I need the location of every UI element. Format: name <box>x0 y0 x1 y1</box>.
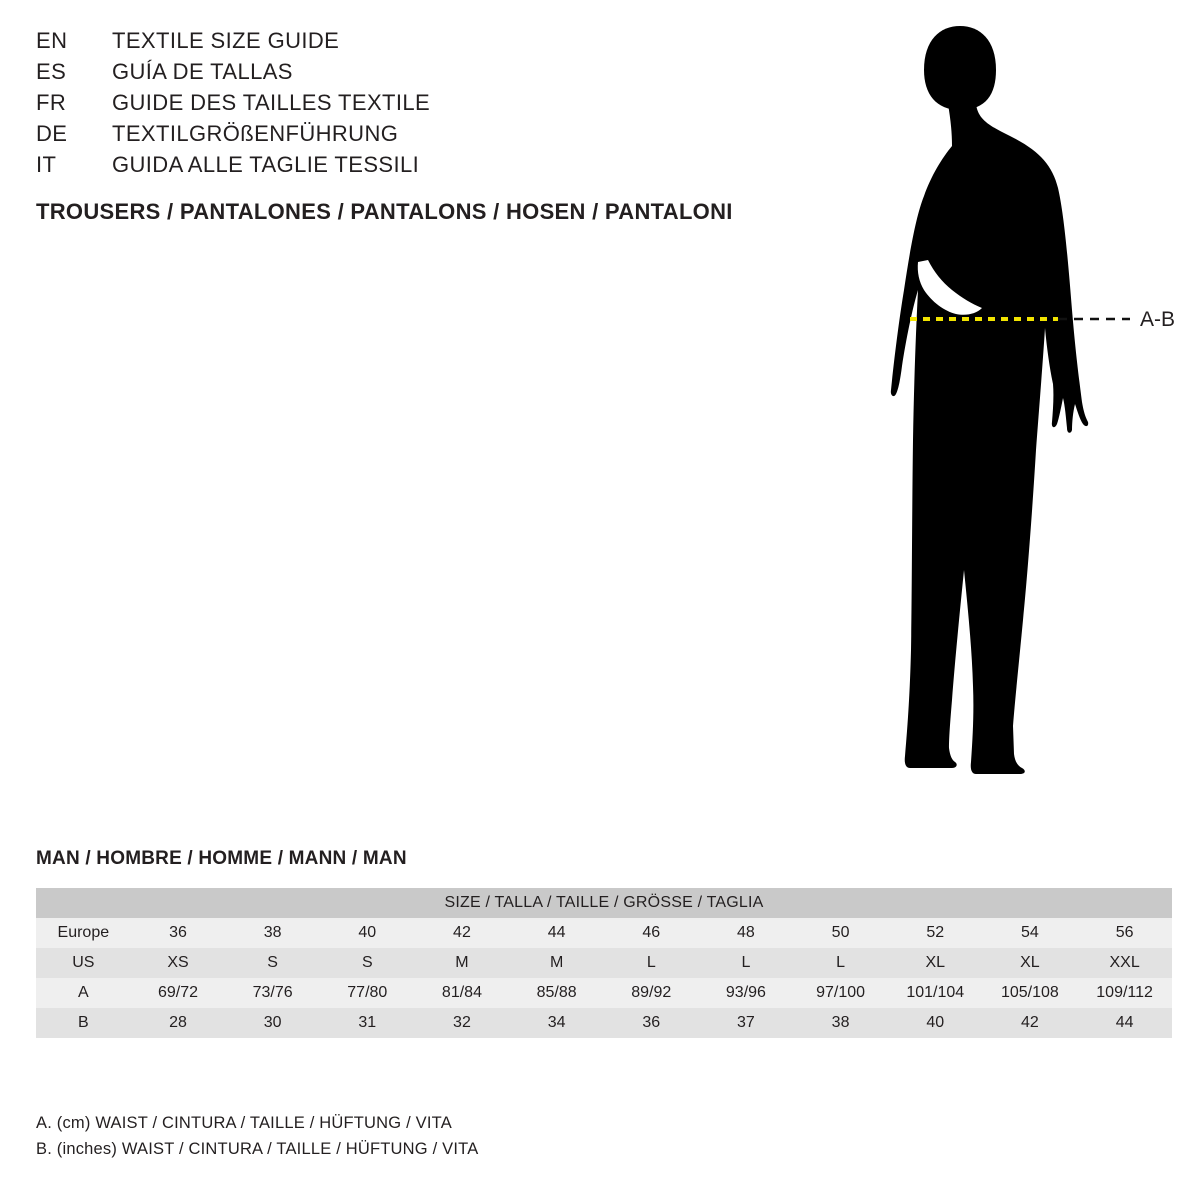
table-cell: 52 <box>926 924 945 941</box>
table-cell: 101/104 <box>906 984 965 1001</box>
table-cell: 93/96 <box>725 984 766 1001</box>
table-cell: 85/88 <box>536 984 577 1001</box>
table-cell: 89/92 <box>631 984 672 1001</box>
table-cell: 69/72 <box>157 984 198 1001</box>
language-title: TEXTILE SIZE GUIDE <box>112 28 340 53</box>
table-cell: 30 <box>263 1014 282 1031</box>
table-cell: 34 <box>547 1014 566 1031</box>
table-cell: 40 <box>358 924 377 941</box>
language-row <box>36 28 816 59</box>
table-row <box>36 948 1172 978</box>
size-table-block <box>36 848 1172 1038</box>
language-code: FR <box>36 90 67 115</box>
size-table <box>36 888 1172 1038</box>
language-title: GUIDE DES TAILLES TEXTILE <box>112 90 431 115</box>
table-cell: 36 <box>169 924 187 941</box>
table-cell: 54 <box>1020 924 1039 941</box>
table-cell: 38 <box>831 1014 850 1031</box>
table-cell: XL <box>925 954 946 971</box>
table-cell: 81/84 <box>441 984 482 1001</box>
table-cell: 36 <box>642 1014 661 1031</box>
table-cell: 31 <box>358 1014 377 1031</box>
row-label: A <box>77 984 89 1001</box>
table-cell: 28 <box>169 1014 187 1031</box>
row-label: B <box>77 1014 89 1031</box>
language-row <box>36 121 816 152</box>
language-code: EN <box>36 28 68 53</box>
table-row <box>36 1008 1172 1038</box>
language-header <box>36 28 816 225</box>
table-cell: 73/76 <box>252 984 293 1001</box>
row-label: Europe <box>57 924 110 941</box>
table-cell: 42 <box>1020 1014 1039 1031</box>
table-cell: S <box>361 954 373 971</box>
table-cell: 38 <box>263 924 282 941</box>
table-cell: M <box>549 954 564 971</box>
table-cell: 50 <box>831 924 850 941</box>
table-cell: 37 <box>737 1014 755 1031</box>
language-code: IT <box>36 152 57 177</box>
table-row <box>36 978 1172 1008</box>
table-cell: 46 <box>642 924 661 941</box>
table-cell: 109/112 <box>1096 984 1153 1001</box>
language-title: GUIDA ALLE TAGLIE TESSILI <box>112 152 420 177</box>
garment-type-title: TROUSERS / PANTALONES / PANTALONS / HOSEN / PANTALONI <box>36 199 733 224</box>
table-cell: 97/100 <box>816 984 866 1001</box>
table-section-heading: MAN / HOMBRE / HOMME / MANN / MAN <box>36 848 407 869</box>
table-cell: 105/108 <box>1000 984 1059 1001</box>
measurement-notes <box>36 1110 936 1162</box>
table-cell: 48 <box>737 924 755 941</box>
table-cell: 40 <box>926 1014 945 1031</box>
table-cell: 32 <box>453 1014 471 1031</box>
figure-illustration <box>800 10 1200 810</box>
table-cell: 77/80 <box>347 984 388 1001</box>
table-row <box>36 918 1172 948</box>
table-cell: 44 <box>1115 1014 1134 1031</box>
table-cell: L <box>741 954 751 971</box>
language-code: DE <box>36 121 68 146</box>
man-silhouette <box>891 26 1088 774</box>
measurement-label-ab: A-B <box>1140 308 1176 331</box>
table-cell: XS <box>167 954 189 971</box>
table-cell: XL <box>1020 954 1040 971</box>
table-cell: 56 <box>1115 924 1134 941</box>
table-cell: 44 <box>547 924 566 941</box>
row-label: US <box>72 954 95 971</box>
language-row <box>36 59 816 90</box>
table-header-label: SIZE / TALLA / TAILLE / GRÖSSE / TAGLIA <box>444 894 764 911</box>
table-header-row <box>36 888 1172 918</box>
note-b: B. (inches) WAIST / CINTURA / TAILLE / HÜFTUNG / VITA <box>36 1140 479 1158</box>
language-row <box>36 152 816 183</box>
table-cell: 42 <box>453 924 471 941</box>
table-cell: L <box>646 954 656 971</box>
language-code: ES <box>36 59 67 84</box>
language-row <box>36 90 816 121</box>
language-title: GUÍA DE TALLAS <box>112 59 293 84</box>
table-cell: XXL <box>1109 954 1140 971</box>
table-cell: S <box>267 954 278 971</box>
note-a: A. (cm) WAIST / CINTURA / TAILLE / HÜFTUNG / VITA <box>36 1114 452 1132</box>
language-title: TEXTILGRÖßENFÜHRUNG <box>112 121 399 146</box>
table-cell: L <box>836 954 846 971</box>
table-cell: M <box>455 954 469 971</box>
